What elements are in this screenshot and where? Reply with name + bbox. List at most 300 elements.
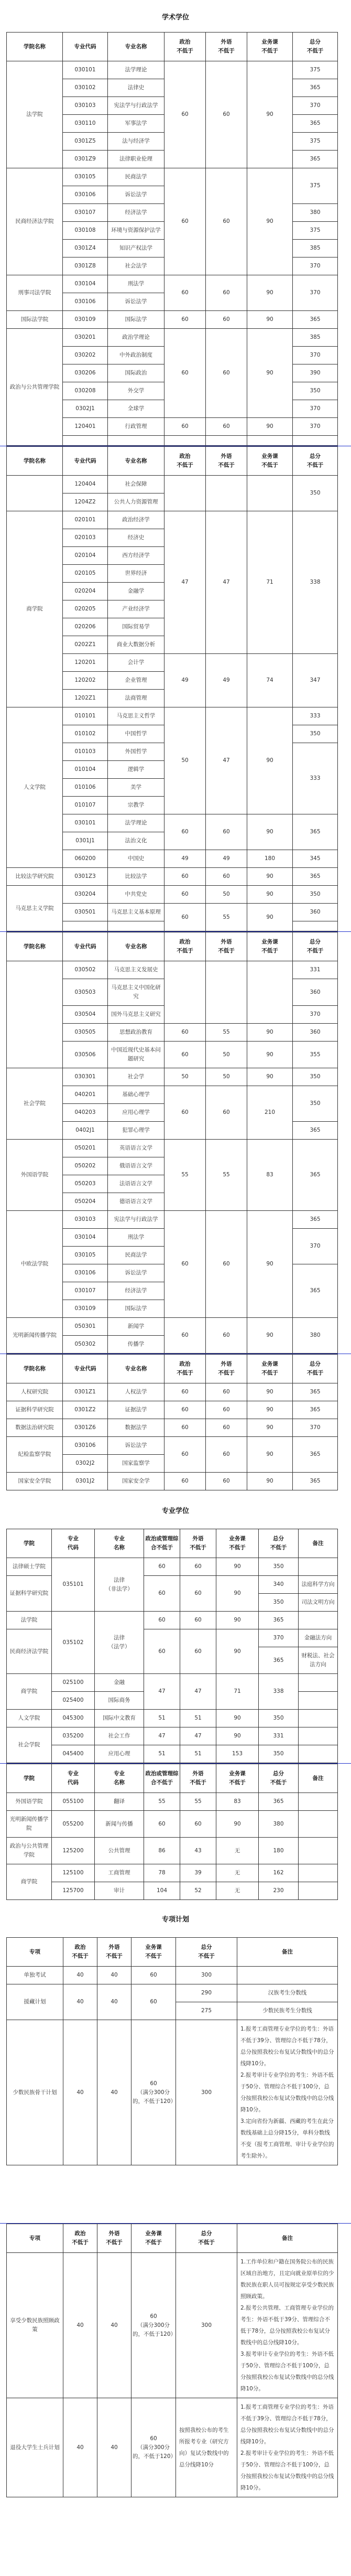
table-cell: 60 bbox=[164, 329, 206, 418]
table-cell: 90 bbox=[247, 1318, 293, 1354]
table-cell: 55 bbox=[164, 1140, 206, 1211]
table-cell: 新闻与传播 bbox=[95, 1811, 144, 1838]
table-header-row bbox=[7, 932, 338, 961]
table-cell: 030101 bbox=[63, 814, 108, 832]
table-cell: 法律职业伦理 bbox=[108, 151, 164, 168]
table-cell: 60 bbox=[164, 1042, 206, 1068]
table-cell: 数据法学 bbox=[108, 1419, 164, 1437]
table-cell: 104 bbox=[144, 1882, 180, 1900]
table-cell: 045300 bbox=[52, 1710, 95, 1727]
table-cell: 知识产权法学 bbox=[108, 240, 164, 257]
table-cell: 125100 bbox=[52, 1864, 95, 1882]
column-header: 总分 不低于 bbox=[293, 932, 338, 961]
table-cell: 55 bbox=[144, 1793, 180, 1811]
table-cell: 1.工作单位和户籍在国务院公布的民族区域自治地方，且定向就业原单位的少数民族在职人员可按规定享受少数民族照顾政策。 2.报考公共管理、工商管理专业学位的考生：外语不低于39分、管理综合不低于78分，总分按照我校公布复试分数线中的总分线降10分。 3.报考审计专业学位的考生：外语不低于50分、管理综合不低于100分，总分按照我校公布复试分数线中的总分线降10分。 bbox=[237, 2253, 338, 2398]
table-cell: 60 bbox=[164, 1401, 206, 1419]
table-cell: 0301Z2 bbox=[63, 1401, 108, 1419]
table-cell: 180 bbox=[259, 1838, 299, 1864]
column-header: 备注 bbox=[237, 2224, 338, 2253]
table-cell: 40 bbox=[97, 1967, 131, 1984]
table-cell: 51 bbox=[144, 1745, 180, 1763]
table-cell: 49 bbox=[164, 654, 206, 707]
column-header: 外语 不低于 bbox=[97, 2224, 131, 2253]
table-cell: 370 bbox=[293, 257, 338, 275]
table-cell: 60 bbox=[144, 1558, 180, 1576]
table-cell: 90 bbox=[216, 1558, 259, 1576]
table-cell: 法律 （法学） bbox=[95, 1612, 144, 1674]
table-cell: 社会法学 bbox=[108, 257, 164, 275]
table-cell: 0301Z3 bbox=[63, 868, 108, 886]
table-cell: 社会学院 bbox=[7, 1727, 52, 1763]
table-row bbox=[7, 1984, 338, 2002]
table-cell: 1.报考工商管理专业学位的考生：外语不低于39分、管理综合不低于78分，总分按照我校公布复试分数线中的总分线降10分。 2.报考审计专业学位的考生：外语不低于50分、管理综合不低于100分，总分按照我校公布复试分数线中的总分线降10分。 3.定向省份为新疆、西藏的考生在此分数线基础上总分降15分，单科分数线不变（报考工商管理、审计专业学位的考生除外）。 bbox=[237, 2020, 338, 2165]
table-cell: 365 bbox=[293, 868, 338, 886]
table-cell: 365 bbox=[293, 1473, 338, 1490]
table-cell: 47 bbox=[206, 511, 247, 654]
column-header: 专业 代码 bbox=[52, 1529, 95, 1558]
table-cell: 47 bbox=[144, 1674, 180, 1710]
table-cell: 60 bbox=[206, 329, 247, 418]
table-cell: 翻译 bbox=[95, 1793, 144, 1811]
table-cell: 030106 bbox=[63, 293, 108, 311]
table-cell: 90 bbox=[216, 1710, 259, 1727]
academic-table bbox=[6, 32, 338, 446]
table-row bbox=[7, 1318, 338, 1336]
table-cell: 企业管理 bbox=[108, 672, 164, 690]
table-cell: 传播学 bbox=[108, 1336, 164, 1354]
table-cell bbox=[7, 961, 63, 1068]
table-cell: 030204 bbox=[63, 886, 108, 904]
table-cell: 犯罪心理学 bbox=[108, 1122, 164, 1140]
table-cell: 国家安全学 bbox=[108, 1473, 164, 1490]
table-cell bbox=[206, 436, 247, 446]
table-row bbox=[7, 1068, 338, 1086]
table-cell: 逻辑学 bbox=[108, 761, 164, 779]
professional-title: 专业学位 bbox=[161, 1507, 189, 1515]
table-cell: 诉讼法学 bbox=[108, 1437, 164, 1455]
table-cell: 60 bbox=[206, 61, 247, 168]
table-cell: 49 bbox=[206, 850, 247, 868]
table-cell: 俄语语言文学 bbox=[108, 1157, 164, 1175]
table-cell: 诉讼法学 bbox=[108, 186, 164, 204]
table-cell: 民商法学 bbox=[108, 1247, 164, 1264]
table-cell: 055200 bbox=[52, 1811, 95, 1838]
table-row bbox=[7, 886, 338, 904]
table-cell: 275 bbox=[176, 2002, 237, 2020]
table-cell: 美学 bbox=[108, 779, 164, 797]
table-cell: 国际贸易学 bbox=[108, 618, 164, 636]
table-cell: 71 bbox=[247, 511, 293, 654]
special-plan-tables bbox=[0, 1937, 351, 2497]
table-cell: 60 bbox=[164, 1383, 206, 1401]
column-header: 专项 bbox=[7, 1938, 63, 1967]
table-cell: 020206 bbox=[63, 618, 108, 636]
table-cell: 60 bbox=[180, 1612, 216, 1629]
table-cell: 010101 bbox=[63, 707, 108, 725]
table-cell: 50 bbox=[206, 1068, 247, 1086]
table-row bbox=[7, 1612, 338, 1629]
table-cell: 350 bbox=[293, 1068, 338, 1086]
column-header: 政治 不低于 bbox=[63, 2224, 97, 2253]
table-cell: 338 bbox=[259, 1674, 299, 1710]
table-row bbox=[7, 1401, 338, 1419]
table-cell: 60 bbox=[206, 1318, 247, 1354]
special-table bbox=[6, 2224, 338, 2497]
table-cell: 010107 bbox=[63, 797, 108, 814]
table-cell: 金融 bbox=[95, 1674, 144, 1692]
table-cell: 援藏计划 bbox=[7, 1984, 63, 2020]
table-cell: 刑法学 bbox=[108, 275, 164, 293]
table-cell: 政治与公共管理学院 bbox=[7, 329, 63, 446]
table-cell: 347 bbox=[293, 654, 338, 707]
table-cell: 中共党史 bbox=[108, 886, 164, 904]
table-cell: 51 bbox=[144, 1710, 180, 1727]
table-cell: 162 bbox=[259, 1864, 299, 1882]
table-cell: 90 bbox=[216, 1727, 259, 1745]
table-cell: 030506 bbox=[63, 1042, 108, 1068]
table-cell: 030107 bbox=[63, 1282, 108, 1300]
table-cell: 全球学 bbox=[108, 400, 164, 418]
column-header: 总分 不低于 bbox=[293, 447, 338, 476]
table-cell: 经济史 bbox=[108, 529, 164, 547]
table-cell: 比较法学研究院 bbox=[7, 868, 63, 886]
table-cell: 60 bbox=[206, 1401, 247, 1419]
professional-table bbox=[6, 1529, 338, 1763]
table-cell bbox=[299, 1793, 338, 1811]
table-header-row bbox=[7, 447, 338, 476]
table-cell: 153 bbox=[216, 1745, 259, 1763]
table-cell: 40 bbox=[97, 2253, 131, 2398]
table-cell: 360 bbox=[293, 979, 338, 1006]
table-cell bbox=[7, 476, 63, 511]
table-cell: 43 bbox=[180, 1838, 216, 1864]
table-cell: 375 bbox=[293, 168, 338, 204]
table-cell: 90 bbox=[247, 1211, 293, 1318]
table-cell: 宗教学 bbox=[108, 797, 164, 814]
table-cell: 马克思主义中国化研究 bbox=[108, 979, 164, 1006]
table-cell: 证据法学 bbox=[108, 1401, 164, 1419]
table-cell: 375 bbox=[293, 133, 338, 151]
table-cell: 基础心理学 bbox=[108, 1086, 164, 1104]
table-cell: 030108 bbox=[63, 222, 108, 240]
table-cell: 86 bbox=[144, 1838, 180, 1864]
table-cell: 010106 bbox=[63, 779, 108, 797]
table-cell: 60 bbox=[164, 904, 206, 931]
table-row bbox=[7, 1967, 338, 1984]
table-cell: 人权研究院 bbox=[7, 1383, 63, 1401]
table-cell: 商业大数据分析 bbox=[108, 636, 164, 654]
table-cell: 60 bbox=[164, 1318, 206, 1354]
column-header: 业务课 不低于 bbox=[131, 2224, 176, 2253]
table-cell: 331 bbox=[293, 961, 338, 979]
table-cell: 60 （满分300分的，不低于120） bbox=[131, 2253, 176, 2398]
table-cell: 享受少数民族照顾政策 bbox=[7, 2253, 63, 2398]
column-header: 总分 不低于 bbox=[176, 1938, 237, 1967]
table-cell: 40 bbox=[63, 1967, 97, 1984]
column-header: 专业 代码 bbox=[52, 1764, 95, 1793]
table-cell: 60 bbox=[131, 1967, 176, 1984]
table-cell: 030104 bbox=[63, 1229, 108, 1247]
table-cell: 333 bbox=[293, 743, 338, 814]
table-cell: 365 bbox=[293, 1383, 338, 1401]
table-cell: 47 bbox=[206, 707, 247, 814]
table-cell: 90 bbox=[216, 1811, 259, 1838]
table-row bbox=[7, 2020, 338, 2165]
table-cell: 030503 bbox=[63, 979, 108, 1006]
table-cell: 50 bbox=[206, 886, 247, 904]
table-cell: 365 bbox=[293, 311, 338, 329]
table-cell: 290 bbox=[176, 1984, 237, 2002]
table-cell: 汉族考生分数线 bbox=[237, 1984, 338, 2002]
table-cell: 60 bbox=[164, 814, 206, 850]
table-cell: 40 bbox=[63, 2398, 97, 2497]
table-cell: 司法文明方向 bbox=[299, 1594, 338, 1612]
table-cell: 外国哲学 bbox=[108, 743, 164, 761]
table-cell: 60 bbox=[164, 1086, 206, 1140]
table-cell: 125200 bbox=[52, 1838, 95, 1864]
table-cell: 55 bbox=[180, 1793, 216, 1811]
table-cell: 国家安全学院 bbox=[7, 1473, 63, 1490]
table-cell: 国家监察学 bbox=[108, 1455, 164, 1473]
table-header-row bbox=[7, 1764, 338, 1793]
table-cell: 人权法学 bbox=[108, 1383, 164, 1401]
table-cell: 外国语学院 bbox=[7, 1140, 63, 1211]
table-cell: 英语语言文学 bbox=[108, 1140, 164, 1157]
table-cell: 比较法学 bbox=[108, 868, 164, 886]
table-cell: 90 bbox=[247, 1473, 293, 1490]
table-cell: 030208 bbox=[63, 382, 108, 400]
column-header: 专业名称 bbox=[108, 447, 164, 476]
table-cell: 0301J1 bbox=[63, 832, 108, 850]
table-cell: 法与经济学 bbox=[108, 133, 164, 151]
column-header: 业务课 不低于 bbox=[247, 932, 293, 961]
table-cell: 380 bbox=[293, 1318, 338, 1354]
table-cell: 47 bbox=[164, 511, 206, 654]
table-cell: 世界经济 bbox=[108, 565, 164, 583]
academic-title: 学术学位 bbox=[161, 14, 189, 22]
table-cell: 365 bbox=[293, 115, 338, 133]
table-cell: 中国史 bbox=[108, 850, 164, 868]
table-cell: 社会保障 bbox=[108, 476, 164, 493]
table-cell: 0301J2 bbox=[63, 1473, 108, 1490]
table-cell bbox=[108, 436, 164, 446]
column-header: 外语 不低于 bbox=[180, 1764, 216, 1793]
column-header: 外语 不低于 bbox=[206, 1355, 247, 1383]
table-cell: 60 bbox=[206, 1383, 247, 1401]
table-cell: 60 bbox=[164, 168, 206, 275]
table-cell bbox=[293, 436, 338, 446]
column-header: 业务课 不低于 bbox=[247, 447, 293, 476]
table-cell: 060200 bbox=[63, 850, 108, 868]
column-header: 专业代码 bbox=[63, 33, 108, 61]
column-header: 备注 bbox=[299, 1529, 338, 1558]
table-row bbox=[7, 961, 338, 979]
table-cell: 诉讼法学 bbox=[108, 293, 164, 311]
table-cell: 90 bbox=[247, 1024, 293, 1042]
column-header: 备注 bbox=[237, 1938, 338, 1967]
table-cell bbox=[164, 961, 206, 1024]
table-cell: 政治与公共管理学院 bbox=[7, 1838, 52, 1864]
table-cell: 40 bbox=[63, 2253, 97, 2398]
table-cell: 350 bbox=[293, 476, 338, 511]
table-cell: 55 bbox=[206, 904, 247, 931]
column-header: 业务课 不低于 bbox=[131, 1938, 176, 1967]
table-row bbox=[7, 1140, 338, 1157]
table-cell: 60 bbox=[164, 1419, 206, 1437]
column-header: 政治 不低于 bbox=[164, 447, 206, 476]
page-gap bbox=[0, 2165, 351, 2223]
table-cell: 90 bbox=[247, 329, 293, 418]
table-cell: 60 bbox=[144, 1629, 180, 1674]
table-cell: 0301Z1 bbox=[63, 1383, 108, 1401]
table-cell: 030110 bbox=[63, 115, 108, 133]
table-cell: 90 bbox=[247, 1437, 293, 1473]
table-row bbox=[7, 168, 338, 186]
table-cell: 60 bbox=[164, 418, 206, 436]
table-cell: 法治文化 bbox=[108, 832, 164, 850]
table-cell: 39 bbox=[180, 1864, 216, 1882]
table-cell: 60 bbox=[180, 1811, 216, 1838]
table-cell: 新闻学 bbox=[108, 1318, 164, 1336]
column-header: 外语 不低于 bbox=[97, 1938, 131, 1967]
table-cell: 030107 bbox=[63, 204, 108, 222]
table-cell: 60 bbox=[164, 275, 206, 311]
table-row bbox=[7, 868, 338, 886]
table-cell: 83 bbox=[247, 1140, 293, 1211]
table-cell: 050203 bbox=[63, 1175, 108, 1193]
table-cell: 少数民族考生分数线 bbox=[237, 2002, 338, 2020]
column-header: 专业名称 bbox=[108, 1355, 164, 1383]
table-cell: 法学理论 bbox=[108, 814, 164, 832]
table-cell bbox=[299, 1811, 338, 1838]
column-header: 总分 不低于 bbox=[176, 2224, 237, 2253]
table-cell: 345 bbox=[293, 850, 338, 868]
table-cell: 商学院 bbox=[7, 1674, 52, 1710]
table-cell: 030201 bbox=[63, 329, 108, 347]
table-cell: 350 bbox=[259, 1558, 299, 1576]
column-header: 学院 bbox=[7, 1764, 52, 1793]
table-cell: 0301Z9 bbox=[63, 151, 108, 168]
table-cell: 中外政治制度 bbox=[108, 347, 164, 364]
table-cell: 产业经济学 bbox=[108, 600, 164, 618]
table-cell: 040201 bbox=[63, 1086, 108, 1104]
table-cell bbox=[247, 476, 293, 511]
table-cell: 马克思主义发展史 bbox=[108, 961, 164, 979]
table-cell: 47 bbox=[180, 1674, 216, 1710]
table-cell: 030101 bbox=[63, 61, 108, 79]
table-cell: 60 bbox=[144, 1576, 180, 1612]
column-header: 政治或管理综合不低于 bbox=[144, 1529, 180, 1558]
table-row bbox=[7, 275, 338, 293]
table-cell: 180 bbox=[247, 850, 293, 868]
table-cell bbox=[247, 436, 293, 446]
academic-degree-tables bbox=[0, 32, 351, 1490]
table-cell: 60 bbox=[206, 418, 247, 436]
table-cell: 法语语言文学 bbox=[108, 1175, 164, 1193]
table-cell: 60 bbox=[144, 1612, 180, 1629]
table-cell: 应用心理学 bbox=[108, 1104, 164, 1122]
table-cell: 法学院 bbox=[7, 61, 63, 168]
table-cell: 军事法学 bbox=[108, 115, 164, 133]
table-cell: 60 bbox=[206, 311, 247, 329]
table-header-row bbox=[7, 1938, 338, 1967]
table-cell: 0301Z5 bbox=[63, 133, 108, 151]
table-row bbox=[7, 1383, 338, 1401]
table-cell: 120404 bbox=[63, 476, 108, 493]
table-cell: 025400 bbox=[52, 1692, 95, 1710]
table-cell: 商学院 bbox=[7, 511, 63, 707]
table-cell: 光明新闻传播学院 bbox=[7, 1318, 63, 1354]
table-cell: 刑事司法学院 bbox=[7, 275, 63, 311]
table-row bbox=[7, 1864, 338, 1882]
table-row bbox=[7, 1745, 338, 1763]
table-cell: 1.报考工商管理专业学位的考生：外语不低于39分、管理综合不低于78分，总分按照我校公布复试分数线中的总分线降10分。 2.报考审计专业学位的考生：外语不低于50分、管理综合不低于100分，总分按照我校公布复试分数线中的总分线降10分。 bbox=[237, 2398, 338, 2497]
table-cell: 60 bbox=[206, 1211, 247, 1318]
table-cell: 030502 bbox=[63, 961, 108, 979]
table-cell bbox=[164, 476, 206, 511]
table-cell: 1202Z1 bbox=[63, 690, 108, 707]
table-header-row bbox=[7, 1529, 338, 1558]
column-header: 专业代码 bbox=[63, 932, 108, 961]
table-cell bbox=[108, 921, 164, 931]
table-cell: 审计 bbox=[95, 1882, 144, 1900]
table-cell: 60 bbox=[164, 311, 206, 329]
table-cell: 365 bbox=[293, 1264, 338, 1318]
table-cell: 0302J2 bbox=[63, 1455, 108, 1473]
table-cell: 030206 bbox=[63, 364, 108, 382]
column-header: 业务课 不低于 bbox=[216, 1529, 259, 1558]
column-header: 政治 不低于 bbox=[164, 932, 206, 961]
table-cell: 370 bbox=[293, 400, 338, 418]
table-cell: 国际中文教育 bbox=[95, 1710, 144, 1727]
table-cell: 应用心理 bbox=[95, 1745, 144, 1763]
table-cell: 050204 bbox=[63, 1193, 108, 1211]
table-cell: 60 bbox=[131, 1984, 176, 2020]
table-cell: 90 bbox=[247, 1042, 293, 1068]
table-cell: 单独考试 bbox=[7, 1967, 63, 1984]
table-cell: 90 bbox=[247, 814, 293, 850]
table-cell: 365 bbox=[293, 1211, 338, 1229]
table-cell: 行政管理 bbox=[108, 418, 164, 436]
table-cell: 国际法学院 bbox=[7, 311, 63, 329]
table-cell: 国际政治 bbox=[108, 364, 164, 382]
table-cell: 030106 bbox=[63, 186, 108, 204]
table-cell: 350 bbox=[293, 725, 338, 743]
column-header: 政治 不低于 bbox=[164, 33, 206, 61]
table-row bbox=[7, 1419, 338, 1437]
table-cell: 120201 bbox=[63, 654, 108, 672]
table-cell: 社会工作 bbox=[95, 1727, 144, 1745]
table-cell: 030103 bbox=[63, 97, 108, 115]
table-cell: 370 bbox=[293, 418, 338, 436]
table-cell: 010103 bbox=[63, 743, 108, 761]
table-cell: 120401 bbox=[63, 418, 108, 436]
table-cell: 90 bbox=[247, 311, 293, 329]
table-cell: 财税法、社会法方向 bbox=[299, 1647, 338, 1674]
table-cell: 375 bbox=[293, 61, 338, 79]
table-cell: 030106 bbox=[63, 1437, 108, 1455]
column-header: 业务课 不低于 bbox=[216, 1764, 259, 1793]
table-cell: 030109 bbox=[63, 311, 108, 329]
table-cell: 365 bbox=[293, 1401, 338, 1419]
table-cell: 350 bbox=[293, 1086, 338, 1122]
table-cell: 0301Z8 bbox=[63, 257, 108, 275]
table-cell: 中国哲学 bbox=[108, 725, 164, 743]
table-cell: 民商经济法学院 bbox=[7, 168, 63, 275]
table-cell: 035200 bbox=[52, 1727, 95, 1745]
table-cell: 365 bbox=[293, 1122, 338, 1140]
table-cell: 365 bbox=[293, 814, 338, 850]
